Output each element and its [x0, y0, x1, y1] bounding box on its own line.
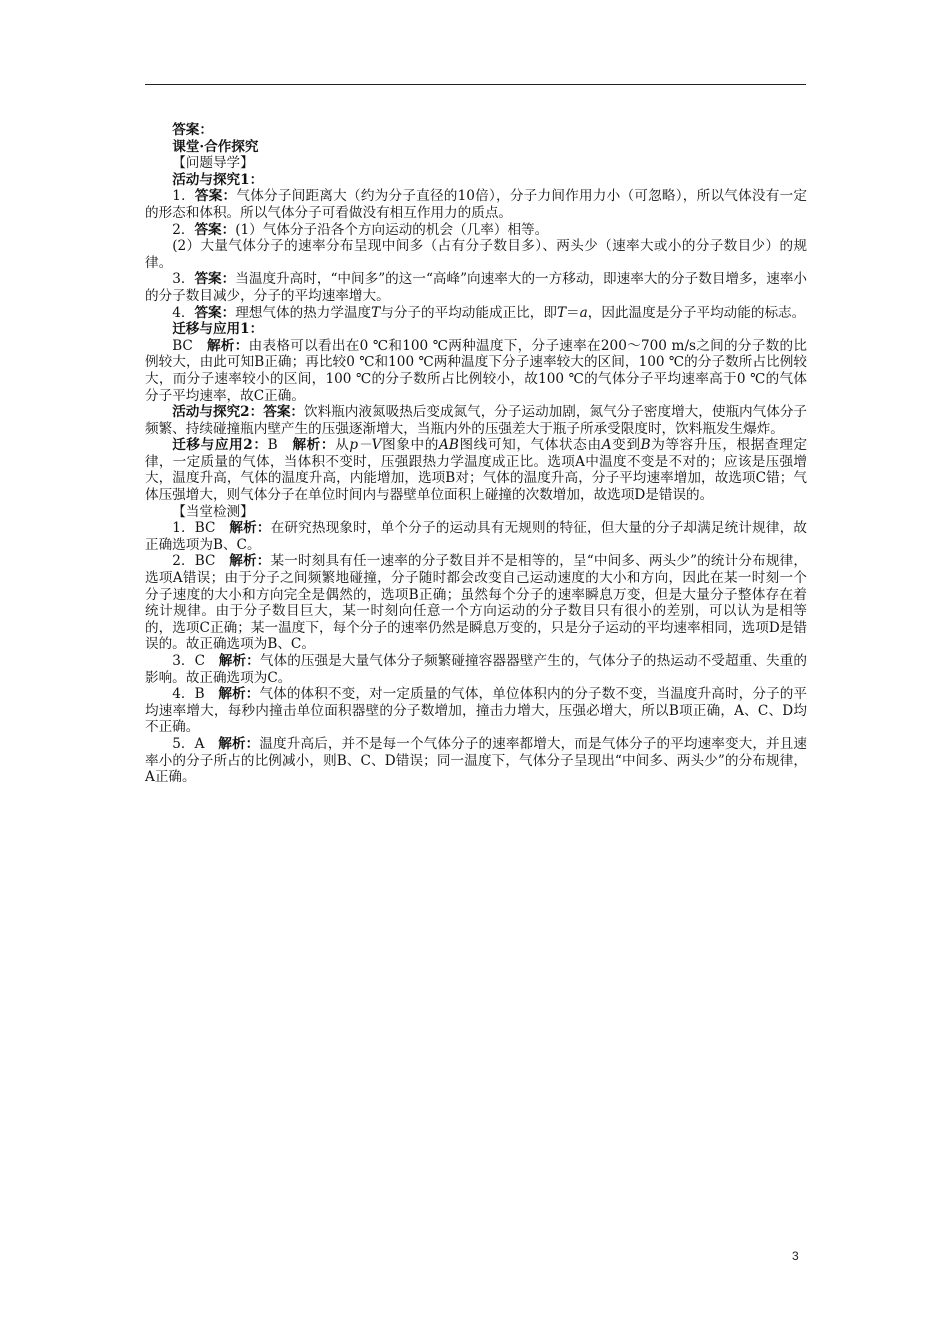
test-q3: 3．C 解析：气体的压强是大量气体分子频繁碰撞容器器壁产生的，气体分子的热运动不受超重、失重的影响。故正确选项为C。: [145, 653, 807, 686]
heading-section: 课堂·合作探究: [172, 138, 259, 155]
test-q1: 1．BC 解析：在研究热现象时，单个分子的运动具有无规则的特征，但大量的分子却满足统计规律，故正确选项为B、C。: [145, 520, 808, 553]
heading-guide: 【问题导学】: [172, 155, 254, 172]
page-number: 3: [792, 1249, 799, 1263]
transfer1-answer: BC 解析：由表格可以看出在0 ℃和100 ℃两种温度下，分子速率在200～700 m/s之间的分子数的比例较大，由此可知B正确；再比较0 ℃和100 ℃两种温度下分子速率较大的区间，100 ℃的分子数所占比例较大，而分子速率较小的区间，100 ℃的分子数所占比例较小，故100 ℃的气体分子平均速率高于0 ℃的气体分子平均速率，故C正确。: [145, 337, 807, 404]
test-q4: 4．B 解析：气体的体积不变，对一定质量的气体，单位体积内的分子数不变，当温度升高时，分子的平均速率增大，每秒内撞击单位面积器壁的分子数增加，撞击力增大，压强必增大，所以B项正确，A、C、D均不正确。: [145, 686, 807, 736]
transfer2-answer: 迁移与应用2：B 解析：从p－V图象中的AB图线可知，气体状态由A变到B为等容升压，根据查理定律，一定质量的气体，当体积不变时，压强跟热力学温度成正比。选项A中温度不变是不对的；应该是压强增大，温度升高，气体的温度升高，内能增加，选项B对；气体的温度升高，分子平均速率增加，故选项C错；气体压强增大，则气体分子在单位时间内与器壁单位面积上碰撞的次数增加，故选项D是错误的。: [145, 437, 808, 504]
answer-2b: (2）大量气体分子的速率分布呈现中间多（占有分子数目多）、两头少（速率大或小的分子数目少）的规律。: [145, 238, 807, 271]
answer-4: 4．答案：理想气体的热力学温度T与分子的平均动能成正比，即T＝a，因此温度是分子平均动能的标志。: [172, 304, 806, 321]
heading-answer: 答案：: [172, 122, 213, 138]
answer-3: 3．答案：当温度升高时，“中间多”的这一“高峰”向速率大的一方移动，即速率大的分子数目增多，速率小的分子数目减少，分子的平均速率增大。: [145, 271, 808, 304]
document-body: [145, 122, 807, 786]
header-rule: [145, 84, 806, 85]
answer-2: 2．答案：(1）气体分子沿各个方向运动的机会（几率）相等。: [172, 221, 549, 238]
test-q5: 5．A 解析：温度升高后，并不是每一个气体分子的速率都增大，而是气体分子的平均速率变大，并且速率小的分子所占的比例减小，则B、C、D错误；同一温度下，气体分子呈现出“中间多、两头少”的分布规律，A正确。: [145, 735, 808, 786]
heading-test: 【当堂检测】: [172, 503, 254, 520]
test-q2: 2．BC 解析：某一时刻具有任一速率的分子数目并不是相等的，呈“中间多、两头少”的统计分布规律，选项A错误；由于分子之间频繁地碰撞，分子随时都会改变自己运动速度的大小和方向，因此在某一时刻一个分子速度的大小和方向完全是偶然的，选项B正确；虽然每个分子的速率瞬息万变，但是大量分子整体存在着统计规律。由于分子数目巨大，某一时刻向任意一个方向运动的分子数目只有很小的差别，可以认为是相等的，选项C正确；某一温度下，每个分子的速率仍然是瞬息万变的，只是分子运动的平均速率相同，选项D是错误的。故正确选项为B、C。: [145, 553, 807, 653]
activity2-answer: 活动与探究2：答案：饮料瓶内液氮吸热后变成氮气，分子运动加剧，氮气分子密度增大，使瓶内气体分子频繁、持续碰撞瓶内壁产生的压强逐渐增大，当瓶内外的压强差大于瓶子所承受限度时，饮料瓶发生爆炸。: [145, 404, 808, 437]
activity1-label: 活动与探究1：: [172, 171, 264, 188]
transfer1-label: 迁移与应用1：: [172, 321, 264, 338]
answer-1: 1．答案：气体分子间距离大（约为分子直径的10倍），分子力间作用力小（可忽略），所以气体没有一定的形态和体积。所以气体分子可看做没有相互作用力的质点。: [145, 188, 807, 221]
